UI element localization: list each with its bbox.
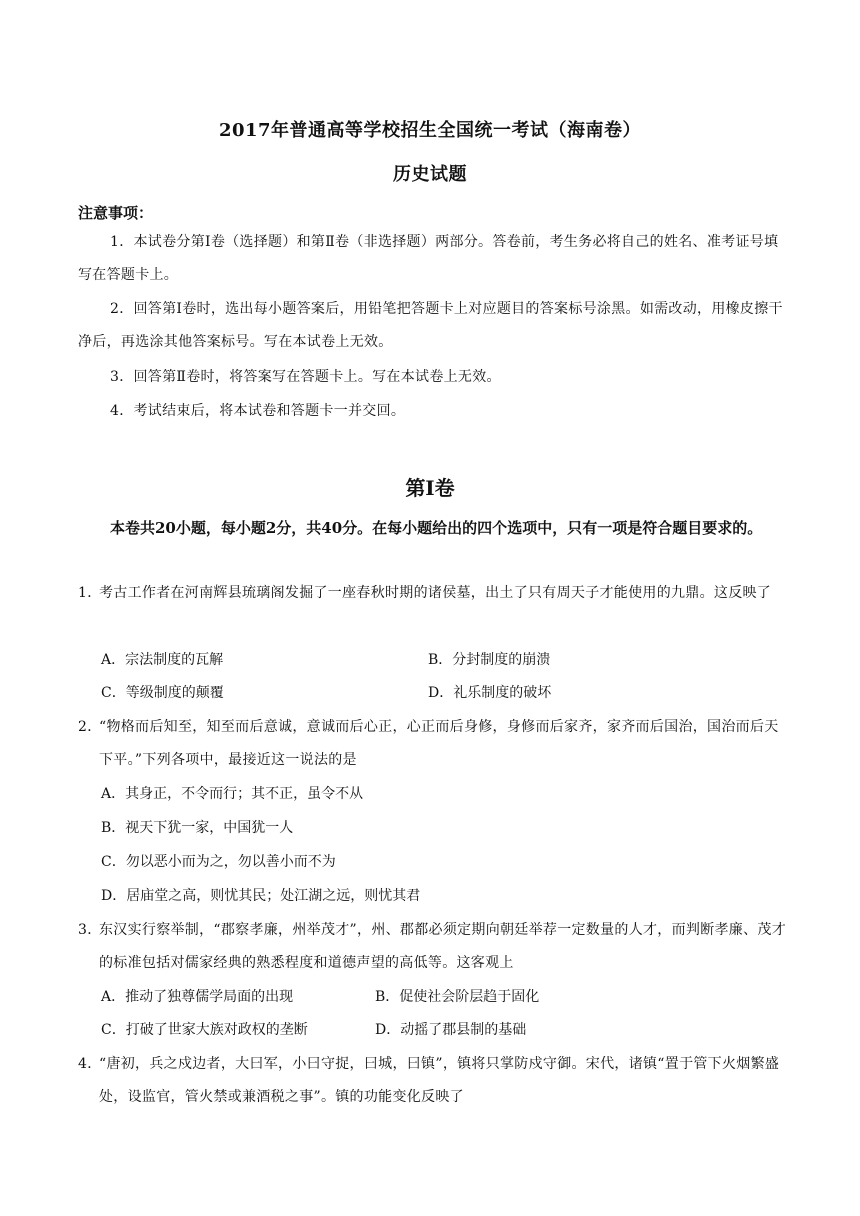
question-1 [78, 577, 788, 610]
option-d: D．动摇了郡县制的基础 [375, 1022, 527, 1038]
question-stem: 东汉实行察举制，“郡察孝廉，州举茂才”，州、郡都必须定期向朝廷举荐一定数量的人才，而判断孝廉、茂才的标准包括对儒家经典的熟悉程度和道德声望的高低等。这客观上 [99, 922, 787, 971]
option-c: C．打破了世家大族对政权的垄断 [101, 1022, 308, 1038]
option-b: B．促使社会阶层趋于固化 [375, 989, 540, 1005]
notice-item-1: 1．本试卷分第Ⅰ卷（选择题）和第Ⅱ卷（非选择题）两部分。答卷前，考生务必将自己的姓名、准考证号填写在答题卡上。 [78, 234, 779, 283]
question-4 [78, 1048, 788, 1114]
option-c: C．等级制度的颠覆 [101, 685, 224, 701]
question-number: 1． [78, 585, 102, 601]
option-a: A．宗法制度的瓦解 [101, 652, 224, 668]
notice-heading: 注意事项： [78, 204, 154, 222]
question-number: 2． [78, 719, 102, 735]
section-title: 第Ⅰ卷 [405, 476, 455, 500]
option-b: B．视天下犹一家，中国犹一人 [101, 820, 294, 836]
notice-item-2: 2．回答第Ⅰ卷时，选出每小题答案后，用铅笔把答题卡上对应题目的答案标号涂黑。如需改动，用橡皮擦干净后，再选涂其他答案标号。写在本试卷上无效。 [78, 301, 783, 350]
notice-item-4: 4．考试结束后，将本试卷和答题卡一并交回。 [110, 403, 406, 419]
question-stem: “物格而后知至，知至而后意诚，意诚而后心正，心正而后身修，身修而后家齐，家齐而后国治，国治而后天下平。”下列各项中，最接近这一说法的是 [99, 719, 779, 768]
notice-item-3: 3．回答第Ⅱ卷时，将答案写在答题卡上。写在本试卷上无效。 [110, 369, 501, 385]
option-c: C．勿以恶小而为之，勿以善小而不为 [101, 854, 336, 870]
question-number: 4． [78, 1056, 102, 1072]
question-3 [78, 914, 788, 980]
question-stem: “唐初，兵之戍边者，大曰军，小曰守捉，曰城，曰镇”，镇将只掌防戍守御。宋代，诸镇“置于管下火烟繁盛处，设监官，管火禁或兼酒税之事”。镇的功能变化反映了 [99, 1056, 780, 1105]
option-a: A．其身正，不令而行；其不正，虽令不从 [101, 786, 364, 802]
exam-title: 2017年普通高等学校招生全国统一考试（海南卷） [218, 120, 642, 141]
option-b: B．分封制度的崩溃 [428, 652, 551, 668]
question-2 [78, 711, 788, 777]
question-stem: 考古工作者在河南辉县琉璃阁发掘了一座春秋时期的诸侯墓，出土了只有周天子才能使用的九鼎。这反映了 [99, 585, 772, 601]
section-intro: 本卷共20小题，每小题2分，共40分。在每小题给出的四个选项中，只有一项是符合题目要求的。 [110, 519, 763, 537]
subject-title: 历史试题 [393, 164, 467, 185]
option-a: A．推动了独尊儒学局面的出现 [101, 989, 294, 1005]
option-d: D．礼乐制度的破坏 [428, 685, 552, 701]
question-number: 3． [78, 922, 102, 938]
option-d: D．居庙堂之高，则忧其民；处江湖之远，则忧其君 [101, 888, 421, 904]
